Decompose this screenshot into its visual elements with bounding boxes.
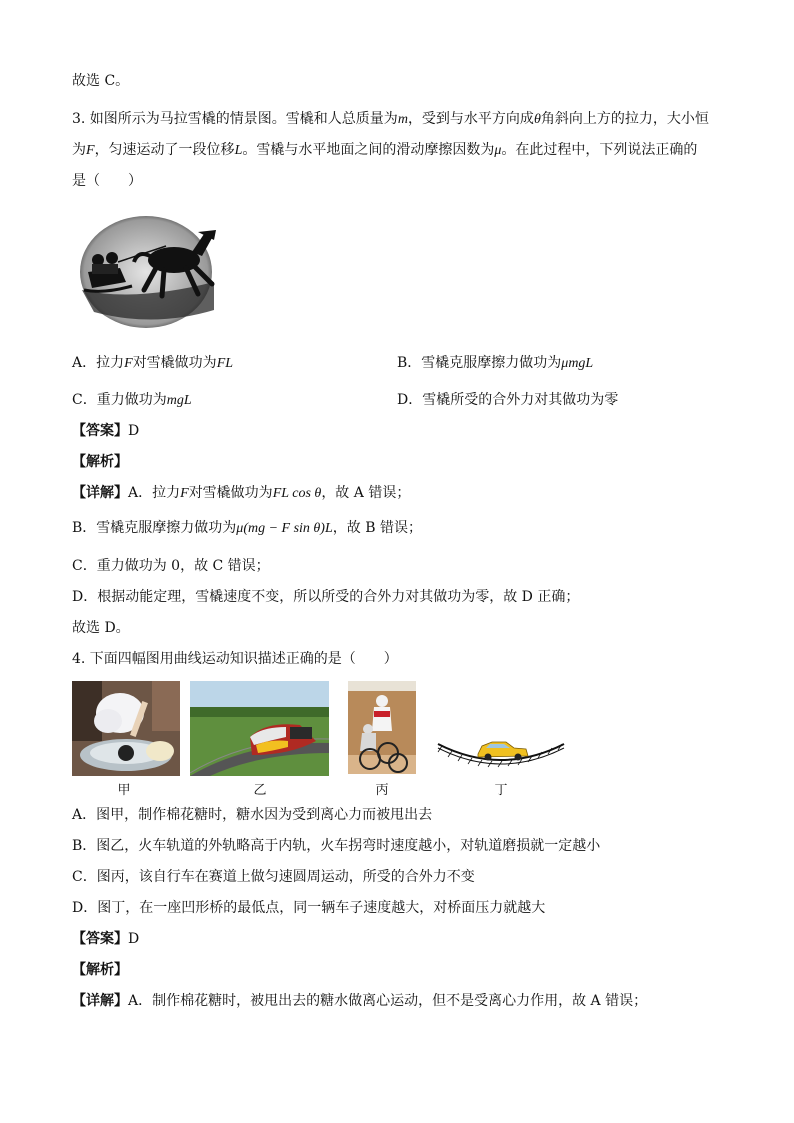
q3-detail-a: 【详解】A．拉力F对雪橇做功为FL cos θ，故 A 错误；	[72, 485, 411, 501]
q3-detail-c: C．重力做功为 0，故 C 错误；	[72, 558, 270, 574]
caption-yi: 乙	[253, 783, 267, 798]
q3-detail-d: D．根据动能定理，雪橇速度不变，所以所受的合外力对其做功为零，故 D 正确；	[72, 589, 580, 605]
horse-sleigh-illustration	[74, 210, 224, 330]
q2-conclusion: 故选 C。	[72, 73, 130, 89]
q4-detail-a: 【详解】A．制作棉花糖时，被甩出去的糖水做离心运动，但不是受离心力作用，故 A 错误；	[72, 993, 648, 1009]
train-photo	[190, 681, 329, 776]
q3-stem-line1: 3. 如图所示为马拉雪橇的情景图。雪橇和人总质量为m，受到与水平方向成θ角斜向上方的拉力，大小恒	[72, 111, 709, 127]
q3-conclusion: 故选 D。	[72, 620, 130, 636]
q4-option-a: A．图甲，制作棉花糖时，糖水因为受到离心力而被甩出去	[72, 807, 433, 823]
q3-option-a: A．拉力F对雪橇做功为FL	[72, 355, 234, 371]
q4-stem: 4. 下面四幅图用曲线运动知识描述正确的是（ ）	[72, 651, 398, 667]
q3-stem-line3: 是（ ）	[72, 173, 142, 189]
q4-option-d: D．图丁，在一座凹形桥的最低点，同一辆车子速度越大，对桥面压力就越大	[72, 900, 546, 916]
cyclists-photo	[348, 681, 416, 774]
q3-detail-b: B．雪橇克服摩擦力做功为μ(mg − F sin θ)L，故 B 错误；	[72, 520, 422, 536]
q4-option-c: C．图丙，该自行车在赛道上做匀速圆周运动，所受的合外力不变	[72, 869, 475, 885]
caption-bing: 丙	[375, 783, 389, 798]
caption-ding: 丁	[494, 783, 508, 798]
q3-answer: 【答案】D	[72, 423, 140, 439]
concave-bridge-car-diagram	[434, 730, 568, 770]
q3-analysis-label: 【解析】	[72, 454, 128, 470]
q4-analysis-label: 【解析】	[72, 962, 128, 978]
q3-stem-line2: 为F，匀速运动了一段位移L。雪橇与水平地面之间的滑动摩擦因数为μ。在此过程中，下列说法正确的	[72, 142, 698, 158]
q4-option-b: B．图乙，火车轨道的外轨略高于内轨，火车拐弯时速度越小，对轨道磨损就一定越小	[72, 838, 601, 854]
q3-option-c: C．重力做功为mgL	[72, 392, 192, 408]
caption-jia: 甲	[117, 783, 131, 798]
q3-option-b: B．雪橇克服摩擦力做功为μmgL	[397, 355, 594, 371]
cotton-candy-photo	[72, 681, 180, 776]
q3-option-d: D．雪橇所受的合外力对其做功为零	[397, 392, 619, 408]
q4-answer: 【答案】D	[72, 931, 140, 947]
